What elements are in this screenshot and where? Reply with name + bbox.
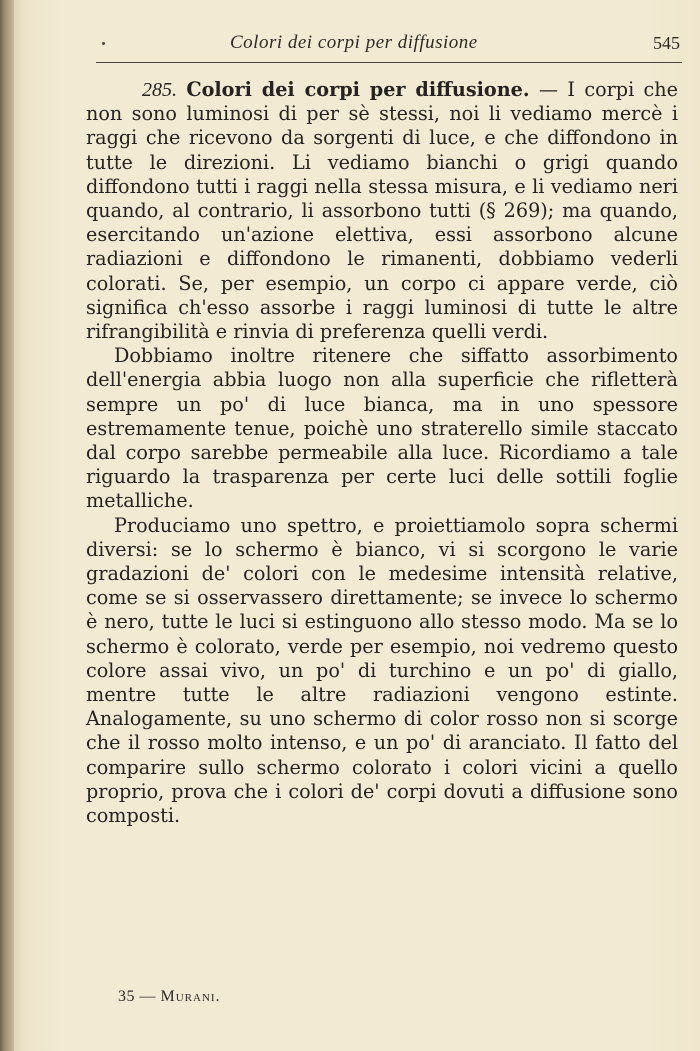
body-text <box>86 78 678 828</box>
paragraph-3: Produciamo uno spettro, e proiettiamolo sopra schermi diversi: se lo schermo è bianco, vi si scorgono le varie gradazioni de' colori con le medesime intensità relative, come se si osservassero direttamente; se invece lo schermo è nero, tutte le luci si estinguono allo stesso modo. Ma se lo schermo è colorato, verde per esempio, noi vedremo questo colore assai vivo, un po' di turchino e un po' di giallo, mentre tutte le altre radiazioni vengono estinte. Analogamente, su uno schermo di color rosso non si scorge che il rosso molto intenso, e un po' di aranciato. Il fatto del comparire sullo schermo colorato i colori vicini a quello proprio, prova che i colori de' corpi dovuti a diffusione sono composti. <box>86 513 678 828</box>
printer-signature <box>118 988 221 1006</box>
page-number: 545 <box>653 33 680 53</box>
page-header <box>96 30 682 63</box>
section-title: Colori dei corpi per diffusione. <box>186 78 530 101</box>
paragraph-1 <box>86 78 678 344</box>
paragraph-1-text: I corpi che non sono luminosi di per sè stessi, noi li vediamo mercè i raggi che ricevono da sorgenti di luce, e che diffondono in tutte le direzioni. Li vediamo bianchi o grigi quando diffondono tutti i raggi nella stessa misura, e li vediamo neri quando, al contrario, li assorbono tutti (§ 269); ma quando, esercitando un'azione elettiva, essi assorbono alcune radiazioni e diffondono le rimanenti, dobbiamo vederli colorati. Se, per esempio, un corpo ci appare verde, ciò significa ch'esso assorbe i raggi luminosi di tutte le altre rifrangibilità e rinvia di preferenza quelli verdi. <box>86 78 678 344</box>
paragraph-2: Dobbiamo inoltre ritenere che siffatto assorbimento dell'energia abbia luogo non alla superficie che rifletterà sempre un po' di luce bianca, ma in uno spessore estremamente tenue, poichè uno straterello simile staccato dal corpo sarebbe permeabile alla luce. Ricordiamo a tale riguardo la trasparenza per certe luci delle sottili foglie metalliche. <box>86 344 678 513</box>
signature-number: 35 — <box>118 988 156 1005</box>
running-title: Colori dei corpi per diffusione <box>230 32 478 53</box>
section-number: 285. <box>142 79 177 101</box>
signature-author: Murani. <box>160 988 221 1005</box>
book-binding-edge <box>0 0 14 1051</box>
header-ornament-dot <box>102 42 105 45</box>
section-dash: — <box>529 78 568 101</box>
